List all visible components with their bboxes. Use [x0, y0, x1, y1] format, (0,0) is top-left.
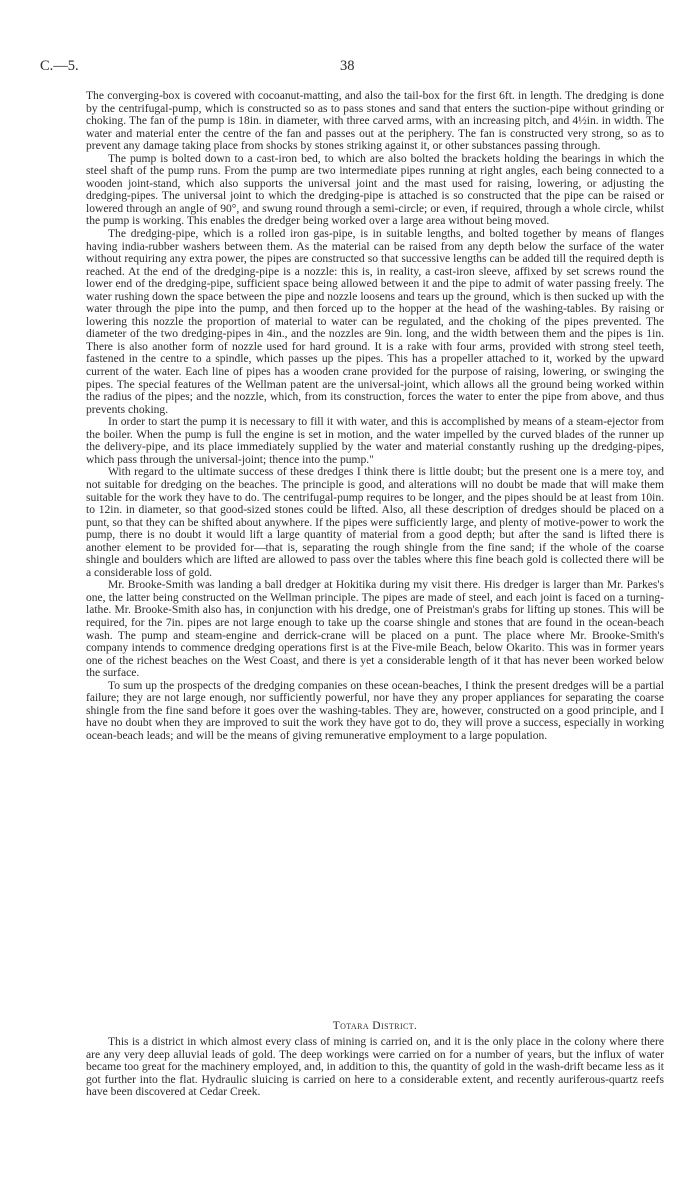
paragraph-totara-district: This is a district in which almost every class of mining is carried on, and it is the only place in the colony where there are any very deep alluvial leads of gold. The deep workings were carried on for a number of years, but the influx of water became too great for the machinery employed, and, in addition to this, the quantity of gold in the wash-drift became less as it got further into the flat. Hydraulic sluicing is carried on here to a considerable extent, and recently auriferous-quartz reefs have been discovered at Cedar Creek. — [86, 1036, 664, 1099]
paragraph-ultimate-success: With regard to the ultimate success of these dredges I think there is little doubt; but the present one is a mere toy, and not suitable for dredging on the beaches. The principle is good, and alterations will no doubt be made that will make them suitable for the work they have to do. The centrifugal-pump requires to be longer, and the pipes should be at least from 10in. to 12in. in diameter, so that good-sized stones could be lifted. Also, all these description of dredges should be placed on a punt, so that they can be shifted about anywhere. If the pipes were sufficiently large, and plenty of motive-power to work the pump, there is no doubt it would lift a large quantity of material from a good depth; but after the sand is lifted there is another element to be provided for—that is, separating the rough shingle from the fine sand; if the whole of the coarse shingle and boulders which are lifted are allowed to pass over the tables where this fine beach gold is collected there will be a considerable loss of gold. — [86, 466, 664, 579]
paragraph-sum-up: To sum up the prospects of the dredging companies on these ocean-beaches, I think the present dredges will be a partial failure; they are not large enough, nor sufficiently powerful, nor have they any proper appliances for separating the coarse shingle from the fine sand before it goes over the washing-tables. They are, however, constructed on a good principle, and I have no doubt when they are improved to suit the work they have got to do, they will prove a success, especially in working ocean-beach leads; and will be the means of giving remunerative employment to a large population. — [86, 679, 664, 742]
paragraph-pump-bed: The pump is bolted down to a cast-iron bed, to which are also bolted the brackets holding the bearings in which the steel shaft of the pump runs. From the pump are two intermediate pipes running at right angles, each being connected to a wooden joint-stand, which also supports the universal joint and the mast used for raising, lowering, or adjusting the dredging-pipes. The universal joint to which the dredging-pipe is attached is so constructed that the pipe can be raised or lowered through an angle of 90°, and swung round through a semi-circle; or even, if required, through a whole circle, whilst the pump is working. This enables the dredger being worked over a large area without being moved. — [86, 152, 664, 228]
section-heading: Totara District. — [332, 1020, 418, 1032]
paragraph-converging-box: The converging-box is covered with cocoanut-matting, and also the tail-box for the first 6ft. in length. The dredging is done by the centrifugal-pump, which is constructed so as to pass stones and sand that enters the suction-pipe without grinding or choking. The fan of the pump is 18in. in diameter, with three carved arms, with an increasing pitch, and 4½in. in width. The water and material enter the centre of the fan and passes out at the periphery. The fan is constructed very strong, so as to prevent any damage taking place from shocks by stones striking against it, or other substances passing through. — [86, 90, 664, 153]
paragraph-dredging-pipe: The dredging-pipe, which is a rolled iron gas-pipe, is in suitable lengths, and bolted together by means of flanges having india-rubber washers between them. As the material can be raised from any depth below the surface of the water without requiring any extra power, the pipes are constructed so that successive lengths can be added till the required depth is reached. At the end of the dredging-pipe is a nozzle: this is, in reality, a cast-iron sleeve, affixed by set screws round the lower end of the dredging-pipe, sufficient space being allowed between it and the pipe to admit of water passing freely. The water rushing down the space between the pipe and nozzle loosens and tears up the ground, which is then sucked up with the water through the pipe into the pump, and then forced up to the hopper at the head of the washing-tables. By raising or lowering this nozzle the proportion of material to water can be regulated, and the choking of the pipes prevented. The diameter of the two dredging-pipes in 4in., and the nozzles are 9in. long, and the width between them and the pipes is 1in. There is also another form of nozzle used for hard ground. It is a rake with four arms, provided with strong steel teeth, fastened in the centre to a spindle, which passes up the pipes. This has a propeller attached to it, worked by the upward current of the water. Each line of pipes has a wooden crane provided for the purpose of raising, lowering, or swinging the pipes. The special features of the Wellman patent are the universal-joint, which allows all the ground being worked within the radius of the pipes; and the nozzle, which, from its construction, forces the water to enter the pipe from above, and thus prevents choking. — [86, 228, 664, 416]
section-text — [86, 1036, 664, 1099]
paragraph-brooke-smith: Mr. Brooke-Smith was landing a ball dredger at Hokitika during my visit there. His dredger is larger than Mr. Parkes's one, the latter being constructed on the Wellman principle. The pipes are made of steel, and each joint is faced on a turning-lathe. Mr. Brooke-Smith also has, in conjunction with his dredge, one of Preistman's grabs for lifting up stones. This will be required, for the 7in. pipes are not large enough to take up the coarse shingle and stones that are found in the ocean-beach wash. The pump and steam-engine and derrick-crane will be placed on a punt. The place where Mr. Brooke-Smith's company intends to commence dredging operations first is at the Five-mile Beach, below Okarito. This was in former years one of the richest beaches on the West Coast, and there is yet a considerable length of it that has never been worked below the surface. — [86, 579, 664, 680]
page-header — [40, 58, 660, 80]
body-text — [86, 90, 664, 742]
page-number: 38 — [340, 58, 355, 74]
paragraph-start-pump: In order to start the pump it is necessary to fill it with water, and this is accomplished by means of a steam-ejector from the boiler. When the pump is full the engine is set in motion, and the water impelled by the curved blades of the runner up the delivery-pipe, and its place immediately supplied by the water and material constantly rushing up the dredging-pipes, which pass through the universal-joint; thence into the pump." — [86, 416, 664, 466]
document-reference: C.—5. — [40, 58, 79, 74]
